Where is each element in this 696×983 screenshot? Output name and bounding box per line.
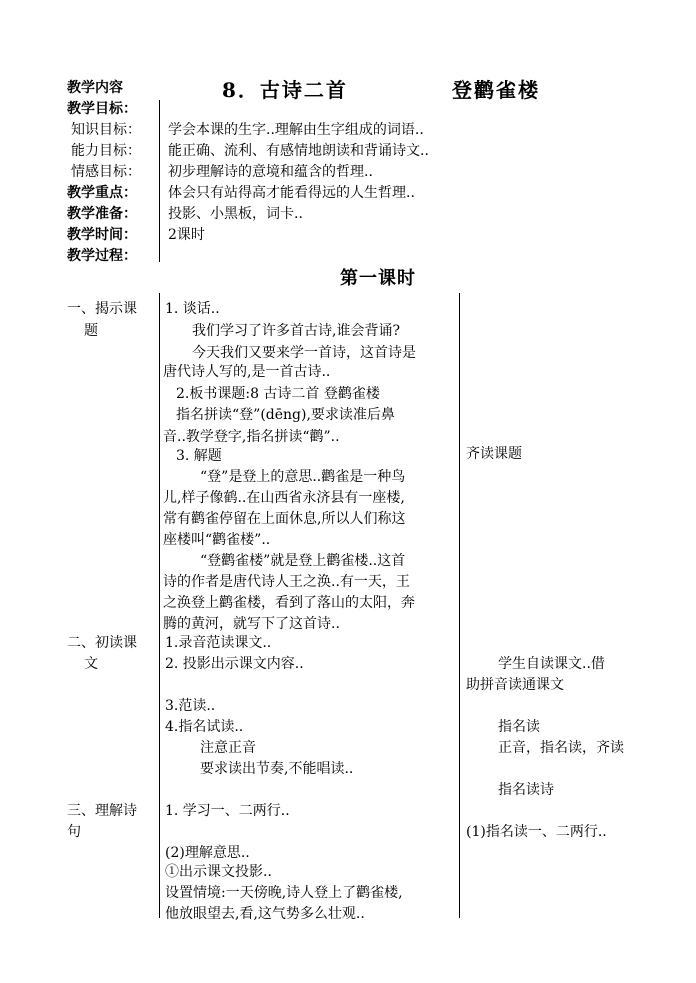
emotion-goal: 初步理解诗的意境和蕴含的哲理.. — [168, 164, 373, 180]
time-label: 教学时间： — [67, 227, 137, 243]
s1-line: 3. 解题 — [176, 448, 222, 464]
s1-line: 指名拼读“登”(dēng),要求读准后鼻 — [176, 407, 395, 423]
s1-line: 音..教学登字,指名拼读“鹳”.. — [163, 429, 340, 445]
s3-side-note: (1)指名读一、二两行.. — [466, 824, 607, 840]
knowledge-goal-label: 知识目标： — [71, 122, 141, 138]
preparation-label: 教学准备： — [67, 206, 137, 222]
s3-line: 他放眼望去,看,这气势多么壮观.. — [165, 906, 365, 922]
time-value: 2课时 — [168, 227, 205, 243]
section-3-heading-cont: 句 — [67, 824, 81, 840]
section-1-heading: 一、揭示课 — [67, 301, 137, 317]
s2-side-note: 助拼音读通课文 — [466, 677, 564, 693]
s1-side-note: 齐读课题 — [466, 446, 522, 462]
page-title: 8．古诗二首 — [222, 78, 348, 102]
s1-line: 座楼叫“鹳雀楼”.. — [163, 532, 271, 548]
s2-side-note: 学生自读课文..借 — [498, 656, 605, 672]
s1-line: 儿,样子像鹤..在山西省永济县有一座楼, — [163, 490, 405, 506]
s1-line: 我们学习了许多首古诗,谁会背诵? — [192, 323, 400, 339]
section-2-heading: 二、初读课 — [67, 635, 137, 651]
section-3-heading: 三、理解诗 — [67, 803, 137, 819]
emotion-goal-label: 情感目标： — [71, 164, 141, 180]
s3-line: 1. 学习一、二两行.. — [165, 803, 290, 819]
page-subtitle: 登鹳雀楼 — [452, 78, 540, 102]
s2-line: 要求读出节奏,不能唱读.. — [200, 761, 354, 777]
s1-line: “登鹳雀楼”就是登上鹳雀楼..这首 — [200, 553, 406, 569]
ability-goal: 能正确、流利、有感情地朗读和背诵诗文.. — [168, 143, 429, 159]
s1-line: 诗的作者是唐代诗人王之涣..有一天，王 — [163, 574, 410, 590]
s1-line: 腾的黄河，就写下了这首诗.. — [163, 616, 340, 632]
s1-line: 唐代诗人写的,是一首古诗.. — [163, 364, 331, 380]
preparation: 投影、小黑板，词卡.. — [168, 206, 303, 222]
s2-line: 1.录音范读课文.. — [165, 635, 272, 651]
section-2-heading-cont: 文 — [84, 656, 98, 672]
divider-right-body — [459, 293, 460, 918]
s3-line: 设置情境:一天傍晚,诗人登上了鹳雀楼, — [165, 885, 403, 901]
divider-left-top — [159, 100, 160, 262]
knowledge-goal: 学会本课的生字..理解由生字组成的词语.. — [168, 122, 424, 138]
section-1-heading-cont: 题 — [84, 323, 98, 339]
lesson-title: 第一课时 — [340, 268, 416, 289]
s1-line: 1. 谈话.. — [165, 301, 220, 317]
s2-line: 4.指名试读.. — [165, 719, 244, 735]
content-label: 教学内容 — [67, 80, 123, 96]
s2-line: 注意正音 — [200, 740, 256, 756]
s2-side-note: 指名读 — [498, 719, 540, 735]
s2-line: 3.范读.. — [165, 698, 216, 714]
s1-line: “登”是登上的意思..鹳雀是一种鸟 — [200, 469, 406, 485]
s1-line: 2.板书课题:8 古诗二首 登鹳雀楼 — [176, 386, 380, 402]
s3-line: ①出示课文投影.. — [165, 864, 272, 880]
key-point-label: 教学重点： — [67, 185, 137, 201]
s2-side-note: 指名读诗 — [498, 782, 554, 798]
s2-line: 2. 投影出示课文内容.. — [165, 656, 304, 672]
ability-goal-label: 能力目标： — [71, 143, 141, 159]
key-point: 体会只有站得高才能看得远的人生哲理.. — [168, 185, 415, 201]
s1-line: 之涣登上鹳雀楼，看到了落山的太阳，奔 — [163, 595, 415, 611]
s1-line: 常有鹳雀停留在上面休息,所以人们称这 — [163, 511, 406, 527]
s3-line: (2)理解意思.. — [165, 845, 250, 861]
process-label: 教学过程： — [67, 248, 137, 264]
s1-line: 今天我们又要来学一首诗，这首诗是 — [192, 345, 416, 361]
goals-label: 教学目标： — [67, 101, 137, 117]
s2-side-note: 正音，指名读，齐读 — [498, 740, 624, 756]
divider-left-body — [159, 293, 160, 918]
